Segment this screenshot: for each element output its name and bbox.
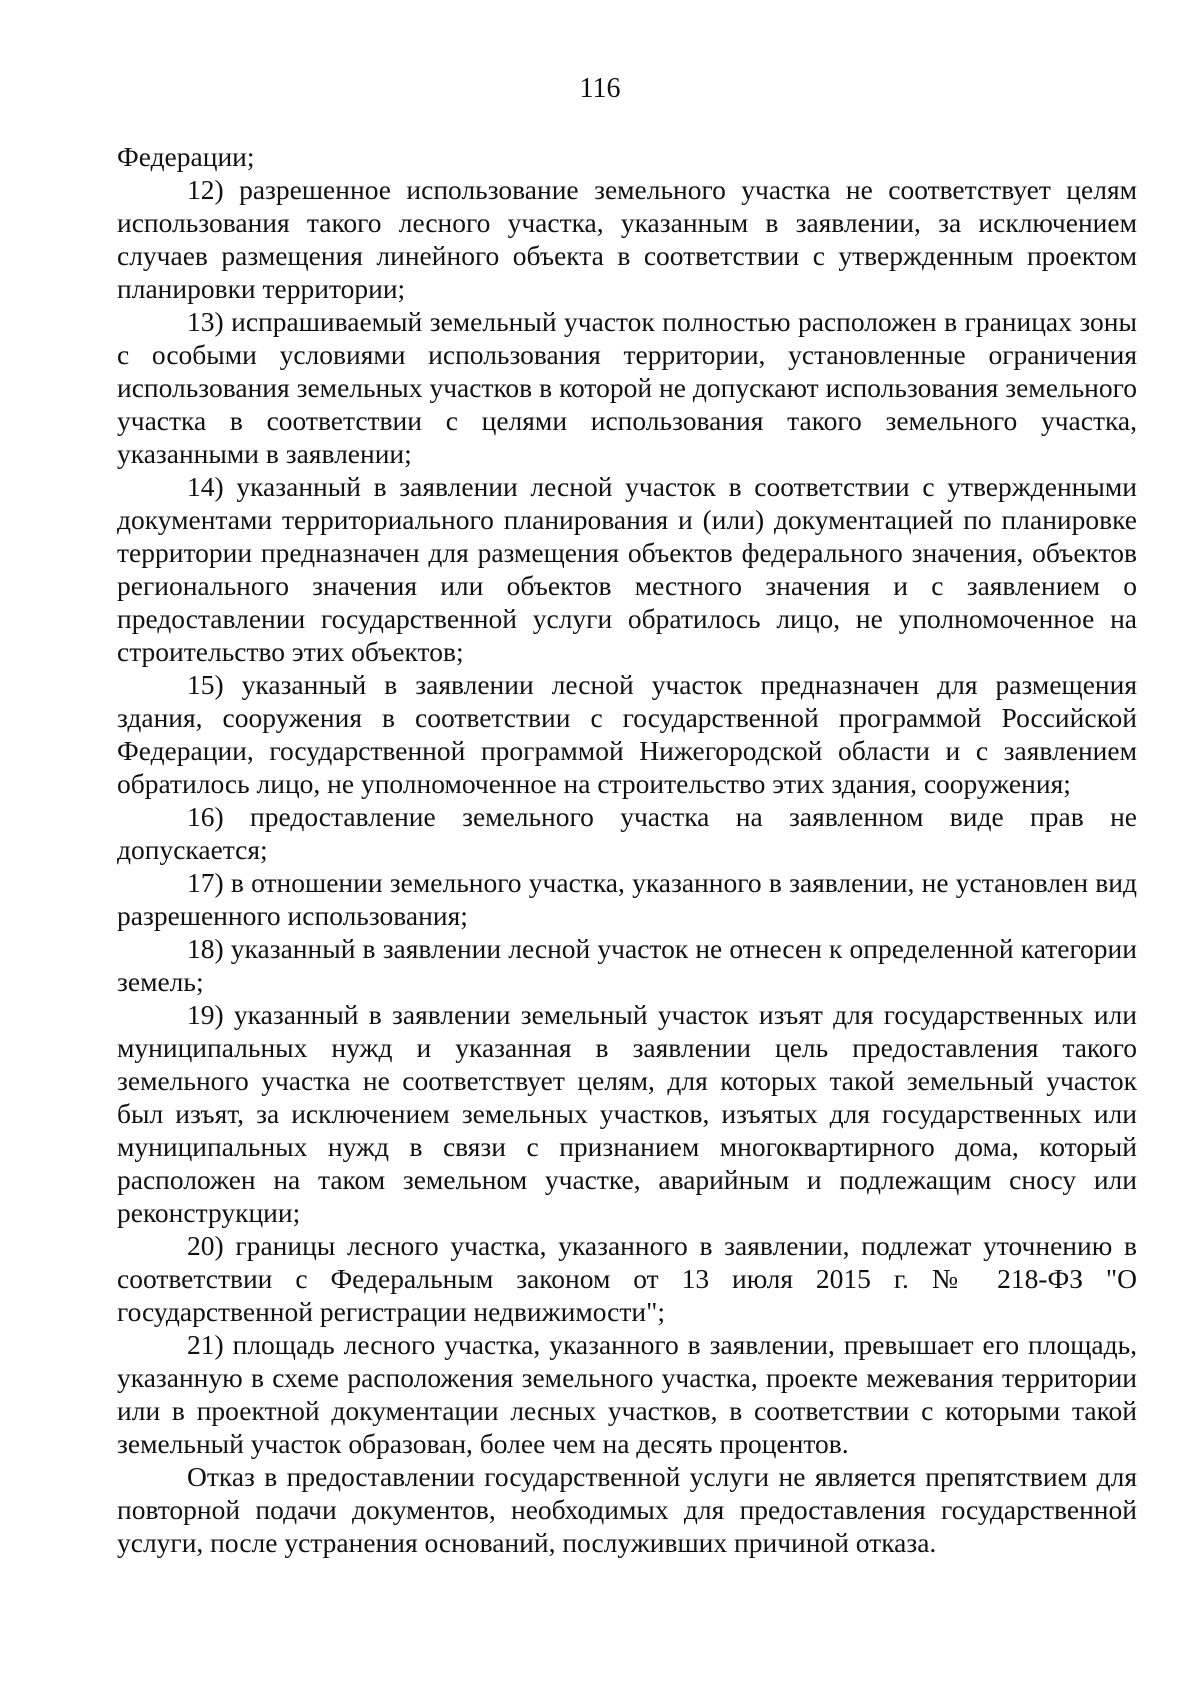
document-body — [117, 140, 1137, 1559]
paragraph-item-12: 12) разрешенное использование земельного участка не соответствует целям использования такого лесного участка, указанным в заявлении, за исключением случаев размещения линейного объекта в соответствии с утвержденным проектом планировки территории; — [117, 174, 1137, 304]
paragraph-item-17: 17) в отношении земельного участка, указанного в заявлении, не установлен вид разрешенного использования; — [117, 867, 1137, 931]
paragraph-item-20: 20) границы лесного участка, указанного в заявлении, подлежат уточнению в соответствии с Федеральным законом от 13 июля 2015 г. № 218-ФЗ "О государственной регистрации недвижимости"; — [117, 1230, 1137, 1327]
paragraph-item-19: 19) указанный в заявлении земельный участок изъят для государственных или муниципальных нужд и указанная в заявлении цель предоставления такого земельного участка не соответствует целям, для которых такой земельный участок был изъят, за исключением земельных участков, изъятых для государственных или муниципальных нужд в связи с признанием многоквартирного дома, который расположен на таком земельном участке, аварийным и подлежащим сносу или реконструкции; — [117, 999, 1137, 1228]
paragraph-item-15: 15) указанный в заявлении лесной участок предназначен для размещения здания, сооружения в соответствии с государственной программой Российской Федерации, государственной программой Нижегородской области и с заявлением обратилось лицо, не уполномоченное на строительство этих здания, сооружения; — [117, 669, 1137, 799]
paragraph-item-13: 13) испрашиваемый земельный участок полностью расположен в границах зоны с особыми условиями использования территории, установленные ограничения использования земельных участков в которой не допускают использования земельного участка в соответствии с целями использования такого земельного участка, указанными в заявлении; — [117, 306, 1137, 469]
paragraph-item-14: 14) указанный в заявлении лесной участок в соответствии с утвержденными документами территориального планирования и (или) документацией по планировке территории предназначен для размещения объектов федерального значения, объектов регионального значения или объектов местного значения и с заявлением о предоставлении государственной услуги обратилось лицо, не уполномоченное на строительство этих объектов; — [117, 471, 1137, 667]
page-number: 116 — [579, 73, 621, 104]
paragraph-continuation: Федерации; — [117, 141, 255, 172]
paragraph-item-21: 21) площадь лесного участка, указанного в заявлении, превышает его площадь, указанную в схеме расположения земельного участка, проекте межевания территории или в проектной документации лесных участков, в соответствии с которыми такой земельный участок образован, более чем на десять процентов. — [117, 1329, 1137, 1459]
paragraph-item-16: 16) предоставление земельного участка на заявленном виде прав не допускается; — [117, 801, 1137, 865]
paragraph-refusal-note: Отказ в предоставлении государственной услуги не является препятствием для повторной подачи документов, необходимых для предоставления государственной услуги, после устранения оснований, послуживших причиной отказа. — [117, 1461, 1137, 1558]
paragraph-item-18: 18) указанный в заявлении лесной участок не отнесен к определенной категории земель; — [117, 933, 1137, 997]
